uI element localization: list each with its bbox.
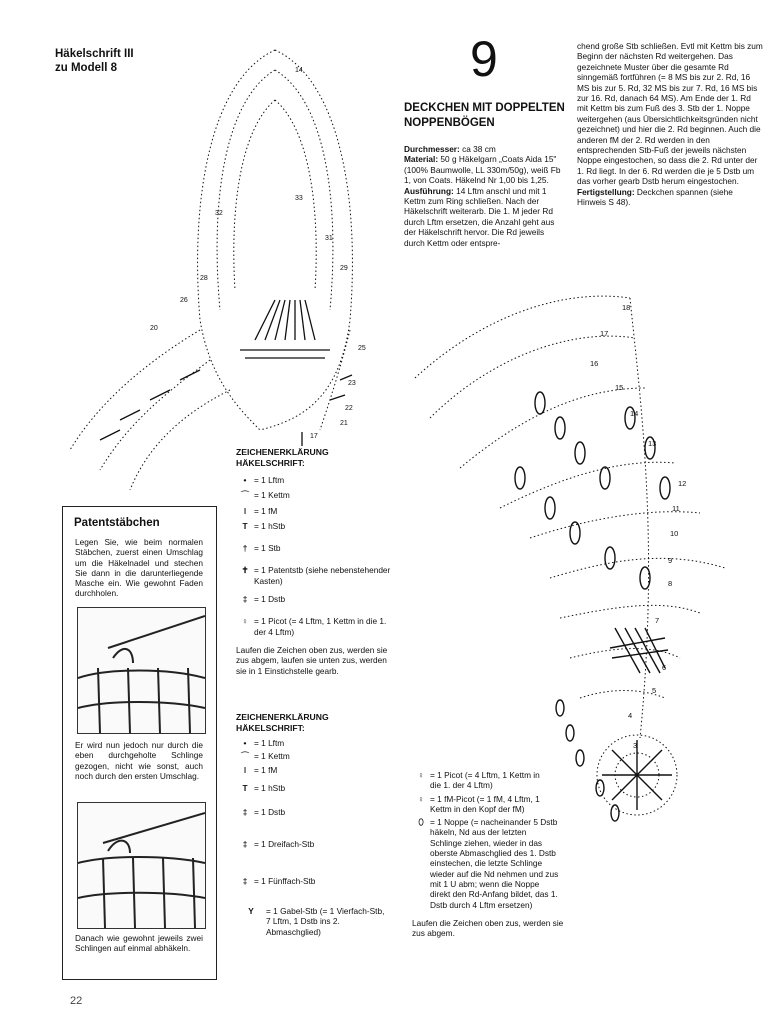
legend-1-row [236,565,396,586]
chart2-round-label: 16 [590,359,599,368]
legend-1-text: = 1 Picot (= 4 Lftm, 1 Kettm in die 1. der 4 Lftm) [254,616,387,637]
chart1-round-label: 17 [310,433,318,440]
legend-1-text: = 1 Dstb [254,594,286,605]
legend-2-text: = 1 Fünffach-Stb [254,875,316,886]
legend-1-row [236,506,396,516]
legend-1-text: = 1 Patentstb (siehe nebenstehender Kasten) [254,565,391,586]
chart1-round-label: 14 [295,67,303,74]
legend-2-title-2: HÄKELSCHRIFT: [236,723,305,733]
chart1-round-label: 31 [325,235,333,242]
double-crochet-icon: † [242,543,248,554]
legend-1 [236,447,396,676]
legend-2-text: = 1 Dreifach-Stb [254,839,315,850]
chart2-round-label: 8 [668,579,673,588]
legend-3-row [412,794,572,815]
pattern-number: 9 [470,31,498,87]
half-double-crochet-icon: T [242,520,248,531]
patent-text-2: Er wird nun jedoch nur durch die eben durchgeholte Schlinge gezogen, nicht wie sonst, auch noch durch den ersten Umschlag. [75,740,203,781]
legend-2-row [236,738,396,748]
chart2-round-label: 12 [678,479,687,488]
legend-1-text: = 1 hStb [254,520,286,531]
single-crochet-icon: ǀ [243,764,247,775]
chart1-round-label: 25 [358,345,366,352]
chart1-round-label: 22 [345,405,353,412]
material-value: 50 g Häkelgarn „Coats Aida 15" (100% Baumwolle, LL 330m/50g), weiß Fb 1, von Coats. Häkelnd Nr 1,00 bis 1,25. [404,154,561,186]
chart2-round-label: 18 [622,303,631,312]
legend-2 [236,712,396,937]
legend-3-row [412,817,572,910]
legend-3-note: Laufen die Zeichen oben zus, werden sie zus abgem. [412,917,564,939]
legend-2-row [236,906,396,937]
instructions-continued [577,41,763,208]
legend-2-text: = 1 hStb [254,782,286,793]
legend-1-text: = 1 Stb [254,543,281,554]
doily-title-line1: DECKCHEN MIT DOPPELTEN [404,102,565,114]
chart1-round-label: 32 [215,210,223,217]
legend-2-row [236,839,396,849]
legend-3 [412,770,572,938]
legend-1-text: = 1 Kettm [254,490,290,501]
chart2-round-label: 4 [628,711,633,720]
chart1-round-label: 33 [295,195,303,202]
single-crochet-icon: ǀ [243,505,247,516]
half-double-crochet-icon: T [242,782,248,793]
chart1-round-label: 21 [340,420,348,427]
patent-text-1: Legen Sie, wie beim normalen Stäbchen, zuerst einen Umschlag um die Häkelnadel und stechen Sie dann in die darunterliegende Masche ein. Wie gewohnt Faden durchholen. [75,537,203,599]
instructions-body: chend große Stb schließen. Evtl mit Kettm bis zum Beginn der nächsten Rd weitergehen. Das gezeichnete Muster über die gesamte Rd sinngemäß fortführen (= 8 MS bis zur 2. Rd, 16 MS bis zur 5. Rd, 32 MS bis zur 7. Rd, 16 MS bis zur 16. Rd, danach 64 MS). Am Ende der 1. Rd mit Kettm bis zum Fuß des 3. Stb der 1. Noppe weitergehen (aus Übersichtlichkeitsgründen nicht gezeichnet) und hier die 2. Rd beginnen. Auch die anderen fM der 2. Rd werden in den entsprechenden Stb-Fuß der jeweils nächsten Noppe eingestochen, so dass die 2. Rd unter der 1. Rd liegt. In der 6. Rd werden die je 5 Dstb um das vorher gearb Dstb herum eingestochen. [577,41,763,187]
legend-1-row [236,594,396,604]
chart2-round-label: 11 [672,504,680,513]
legend-2-text: = 1 Gabel-Stb (= 1 Vierfach-Stb, 7 Lftm, 1 Dstb ins 2. Abmaschglied) [266,906,385,937]
legend-1-row [236,475,396,485]
bobble-icon: ⬯ [418,817,424,828]
chart2-round-label: 15 [615,383,624,392]
legend-3-text: = 1 fM-Picot (= 1 fM, 4 Lftm, 1 Kettm in den Kopf der fM) [430,793,540,814]
chart1-round-label: 20 [150,325,158,332]
materials-text [404,144,566,248]
triple-treble-icon: ‡ [242,839,248,850]
legend-1-row [236,521,396,531]
patent-title: Patentstäbchen [74,517,160,529]
legend-2-row [236,876,396,886]
legend-3-text: = 1 Picot (= 4 Lftm, 1 Kettm in die 1. der 4 Lftm) [430,770,540,791]
slip-stitch-icon: ⌒ [240,751,250,762]
leaf-crochet-chart [40,40,375,500]
patent-stitch-icon: ✝ [241,565,249,576]
legend-2-row [236,765,396,775]
legend-2-row [236,807,396,817]
doily-title-line2: NOPPENBÖGEN [404,117,495,129]
chart2-round-label: 13 [648,439,657,448]
legend-1-text: = 1 fM [254,505,278,516]
durchmesser-label: Durchmesser: [404,144,460,154]
fork-stitch-icon: Y [248,906,254,917]
legend-1-row [236,543,396,553]
legend-1-title-1: ZEICHENERKLÄRUNG [236,447,329,457]
fertigstellung-label: Fertigstellung: [577,186,635,197]
legend-3-row [412,770,572,791]
legend-3-text: = 1 Noppe (= nacheinander 5 Dstb häkeln, Nd aus der letzten Schlinge ziehen, wieder in das oberste Abmaschglied des 1. Dstb einstechen, die letzte Schlinge wieder auf die Nd nehmen und zus mit 1 U abm; wenn die Noppe direkt den Rd-Anfang bildet, das 1. Dstb durch 4 Lftm ersetzen) [430,817,559,910]
left-chart-title-line2: zu Modell 8 [55,62,117,74]
chart2-round-label: 9 [668,556,673,565]
legend-1-row [236,616,396,637]
legend-2-text: = 1 Kettm [254,751,290,762]
chart1-round-label: 28 [200,275,208,282]
legend-2-text: = 1 Lftm [254,738,285,748]
chart2-round-label: 10 [670,529,679,538]
ausfuehrung-value: 14 Lftm anschl und mit 1 Kettm zum Ring schließen. Nach der Häkelschrift weiterarb. Die 1. M jeder Rd durch Lftm ersetzen, die Anzahl geht aus der Häkelschrift hervor. Die Rd jeweils durch Kettm oder entspre- [404,185,555,248]
fertigstellung-value: Deckchen spannen (siehe Hinweis S 48). [577,186,733,208]
left-chart-title-line1: Häkelschrift III [55,48,134,60]
chart2-round-label: 14 [630,409,639,418]
sc-picot-icon: ♀ [417,793,425,804]
picot-icon: ♀ [417,770,425,780]
patent-text-3: Danach wie gewohnt jeweils zwei Schlingen auf einmal abhäkeln. [75,933,203,954]
patent-illustration-1 [77,607,206,734]
page-number: 22 [70,995,83,1007]
slip-stitch-icon: ⌒ [240,490,250,501]
patent-illustration-2 [77,802,206,929]
legend-1-row [236,490,396,500]
legend-2-title-1: ZEICHENERKLÄRUNG [236,712,329,722]
chain-stitch-icon: • [243,738,247,748]
legend-1-text: = 1 Lftm [254,475,285,485]
durchmesser-value: ca 38 cm [459,144,496,154]
quintuple-treble-icon: ‡ [242,875,248,886]
legend-2-text: = 1 fM [254,764,278,775]
picot-icon: ♀ [241,616,249,627]
material-label: Material: [404,154,439,165]
chart2-round-label: 6 [662,663,667,672]
doily-title [404,101,569,131]
chart1-round-label: 29 [340,265,348,272]
legend-2-row [236,783,396,793]
chart2-round-label: 7 [655,616,660,625]
legend-2-row [236,751,396,761]
chart2-round-label: 5 [652,686,657,695]
legend-2-text: = 1 Dstb [254,807,286,818]
legend-1-note: Laufen die Zeichen oben zus, werden sie zus abgem, laufen sie unten zus, werden sie in 1 Einstichstelle gearb. [236,644,388,676]
treble-crochet-icon: ‡ [242,594,248,605]
chain-stitch-icon: • [243,475,247,485]
chart2-round-label: 17 [600,329,609,338]
chart1-round-label: 26 [180,297,188,304]
treble-crochet-icon: ‡ [242,807,248,818]
legend-1-title-2: HÄKELSCHRIFT: [236,458,305,468]
chart2-round-label: 3 [633,741,638,750]
chart1-round-label: 23 [348,380,356,387]
ausfuehrung-label: Ausführung: [404,185,454,196]
